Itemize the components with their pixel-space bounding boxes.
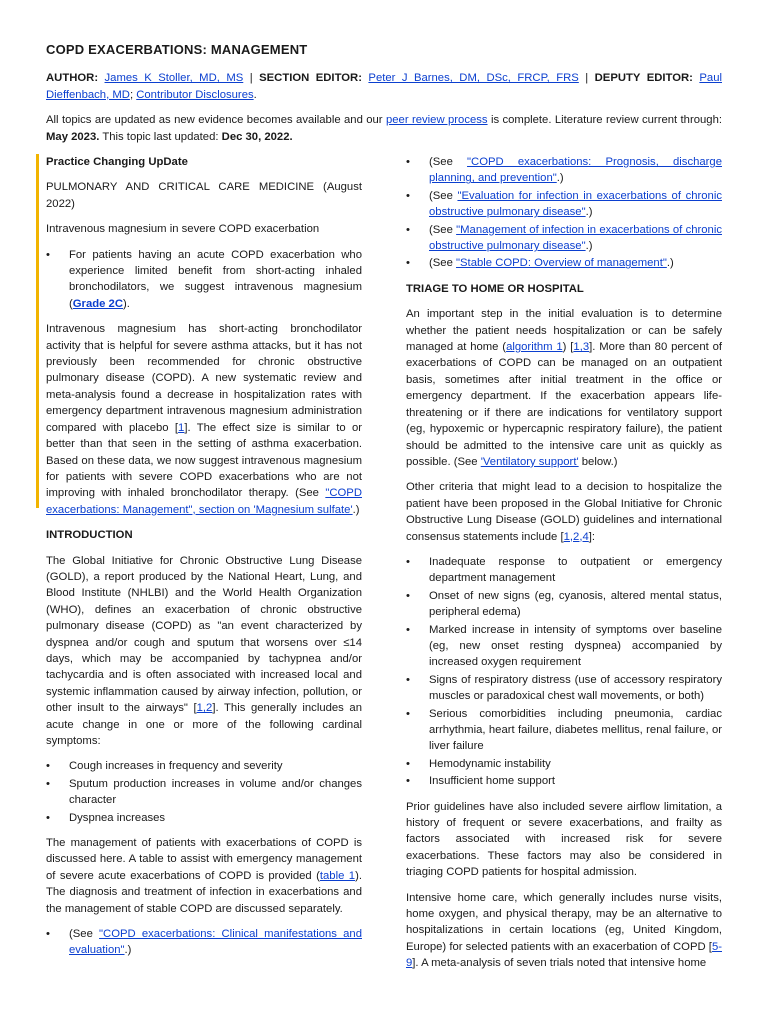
see-also-link[interactable]: "Stable COPD: Overview of management": [456, 257, 667, 270]
intro-heading: INTRODUCTION: [46, 529, 133, 542]
list-item: • (See "Evaluation for infection in exacerbations of chronic obstructive pulmonary disease".): [406, 188, 722, 221]
update-recommendation-list: [46, 247, 362, 313]
reference-link[interactable]: 1,2,4: [563, 530, 589, 543]
see-also-link[interactable]: "COPD exacerbations: Clinical manifestations and evaluation": [69, 928, 362, 957]
article: [46, 42, 723, 970]
hospitalization-criteria-list: [406, 554, 722, 790]
author-label: AUTHOR:: [46, 72, 99, 85]
right-column: [406, 154, 722, 981]
triage-paragraph-2: Other criteria that might lead to a decision to hospitalize the patient have been proposed in the Global Initiative for Chronic Obstructive Lung Disease (GOLD) guidelines and international consensus statements include [1,2,4]:: [406, 481, 722, 543]
section-editor-label: SECTION EDITOR:: [259, 72, 362, 85]
triage-heading: TRIAGE TO HOME OR HOSPITAL: [406, 282, 584, 295]
list-item: • Dyspnea increases: [46, 810, 362, 826]
ventilatory-support-link[interactable]: 'Ventilatory support': [480, 455, 579, 468]
update-text-mid: is complete. Literature review current through:: [490, 114, 723, 127]
left-column: [46, 154, 362, 968]
triage-paragraph-4: Intensive home care, which generally includes nurse visits, home oxygen, and physical therapy, may be an alternative to hospitalizations in certain locations (eg, United Kingdom, Europe) for selected patients with an exacerbation of COPD [5-9]. A meta-analysis of seven trials noted that intensive home: [406, 891, 722, 970]
intro-paragraph-1: The Global Initiative for Chronic Obstructive Lung Disease (GOLD), a report produced by the National Heart, Lung, and Blood Institute (NHLBI) and the World Health Organization (WHO), defines an exacerbation of chronic obstructive pulmonary disease (COPD) as "an event characterized by dyspnea and/or cough and sputum that worsens over ≤14 days, which may be accompanied by tachypnea and/or tachycardia and is often associated with increased local and systemic inflammation caused by airway infection, pollution, or other insult to the airways" [1,2]. This generally includes an acute change in one or more of the following cardinal symptoms:: [46, 554, 362, 747]
author-line: AUTHOR: James K Stoller, MD, MS | SECTION EDITOR: Peter J Barnes, DM, DSc, FRCP, FRS | DEPUTY EDITOR: Paul Dieffenbach, MD; Contributor Disclosures.: [46, 72, 722, 101]
list-item: • Signs of respiratory distress (use of accessory respiratory muscles or paradoxical chest wall movements, or both): [406, 672, 722, 705]
symptom-list: [46, 758, 362, 826]
list-item: • Marked increase in intensity of symptoms over baseline (eg, new onset resting dyspnea) accompanied by increased oxygen requirement: [406, 622, 722, 671]
peer-review-link[interactable]: peer review process: [385, 114, 488, 127]
deputy-editor-label: DEPUTY EDITOR:: [594, 72, 693, 85]
list-item: • (See "COPD exacerbations: Prognosis, discharge planning, and prevention".): [406, 154, 722, 187]
see-also-link[interactable]: "Evaluation for infection in exacerbations of chronic obstructive pulmonary disease": [429, 189, 722, 219]
update-heading: Practice Changing UpDate: [46, 156, 188, 168]
updated-label: This topic last updated:: [102, 130, 219, 143]
list-item: • (See "Stable COPD: Overview of management".): [406, 255, 722, 271]
list-item: • (See "COPD exacerbations: Clinical manifestations and evaluation".): [46, 926, 362, 959]
page-title: COPD EXACERBATIONS: MANAGEMENT: [46, 42, 308, 57]
reference-link[interactable]: 1,3: [573, 341, 590, 354]
see-also-list-right: [406, 154, 722, 272]
list-item: • Insufficient home support: [406, 773, 722, 789]
update-body: Intravenous magnesium has short-acting bronchodilator activity that is helpful for severe asthma attacks, but it has not previously been recommended for chronic obstructive pulmonary disease (COPD). A new systematic review and meta-analysis found a decrease in hospitalization rates with emergency department intravenous magnesium administration compared with placebo [1]. The effect size is similar to or better than that seen in the setting of asthma exacerbation. Based on these data, we now suggest intravenous magnesium for patients with severe COPD exacerbations who are not improving with inhaled bronchodilator therapy. (See "COPD exacerbations: Management", section on 'Magnesium sulfate'.): [46, 323, 362, 516]
grade-link[interactable]: Grade 2C: [72, 297, 123, 310]
update-notice: [46, 112, 722, 145]
list-item: • Cough increases in frequency and severity: [46, 758, 362, 774]
list-item: • Sputum production increases in volume and/or changes character: [46, 776, 362, 809]
update-text-pre: All topics are updated as new evidence becomes available and our: [46, 114, 383, 127]
author-link[interactable]: James K Stoller, MD, MS: [104, 72, 244, 85]
update-subtitle: Intravenous magnesium in severe COPD exacerbation: [46, 223, 320, 236]
see-also-list-left: [46, 926, 362, 959]
last-updated-date: Dec 30, 2022.: [221, 130, 293, 143]
review-date: May 2023.: [46, 130, 100, 143]
update-recommendation: • For patients having an acute COPD exacerbation who experience limited benefit from short-acting inhaled bronchodilators, we suggest intravenous magnesium (Grade 2C).: [46, 247, 362, 313]
list-item: • Inadequate response to outpatient or emergency department management: [406, 554, 722, 587]
see-also-link[interactable]: "COPD exacerbations: Prognosis, discharge planning, and prevention": [429, 156, 722, 185]
update-accent-bar: [36, 154, 39, 508]
update-specialty: PULMONARY AND CRITICAL CARE MEDICINE (August 2022): [46, 181, 362, 210]
see-also-link[interactable]: "Management of infection in exacerbations of chronic obstructive pulmonary disease": [429, 223, 722, 253]
table-link[interactable]: table 1: [319, 869, 356, 882]
triage-paragraph-3: Prior guidelines have also included severe airflow limitation, a history of frequent or severe exacerbations, and frailty as factors associated with increased risk for severe exacerbations. These factors may also be considered in triaging COPD patients for hospital admission.: [406, 800, 722, 879]
reference-link[interactable]: 5-9: [406, 940, 722, 970]
reference-link[interactable]: 1: [178, 421, 185, 434]
reference-link[interactable]: 1,2: [196, 702, 213, 715]
list-item: • (See "Management of infection in exacerbations of chronic obstructive pulmonary disease".): [406, 222, 722, 255]
algorithm-link[interactable]: algorithm 1: [506, 341, 563, 354]
disclosures-link[interactable]: Contributor Disclosures: [136, 88, 254, 101]
intro-paragraph-2: The management of patients with exacerbations of COPD is discussed here. A table to assist with emergency management of severe acute exacerbations of COPD is provided (table 1). The diagnosis and treatment of infection in exacerbations and the management of stable COPD are discussed separately.: [46, 837, 362, 915]
list-item: • Onset of new signs (eg, cyanosis, altered mental status, peripheral edema): [406, 588, 722, 621]
list-item: • Hemodynamic instability: [406, 756, 722, 772]
section-editor-link[interactable]: Peter J Barnes, DM, DSc, FRCP, FRS: [368, 72, 579, 85]
magnesium-section-link[interactable]: "COPD exacerbations: Management", section on 'Magnesium sulfate': [46, 487, 362, 516]
deputy-editor-link[interactable]: Paul Dieffenbach, MD: [46, 72, 722, 101]
list-item: • Serious comorbidities including pneumonia, cardiac arrhythmia, heart failure, diabetes mellitus, renal failure, or liver failure: [406, 706, 722, 755]
triage-paragraph-1: An important step in the initial evaluation is to determine whether the patient needs hospitalization or can be safely managed at home (algorithm 1) [1,3]. More than 80 percent of exacerbations of COPD can be managed on an outpatient basis, sometimes after initial treatment in the office or emergency department. If the exacerbation appears life-threatening or if there are indications for ventilatory support (eg, hypoxemic or hypercapnic respiratory failure), the patient should be admitted to the intensive care unit as quickly as possible. (See 'Ventilatory support' below.): [406, 308, 723, 468]
